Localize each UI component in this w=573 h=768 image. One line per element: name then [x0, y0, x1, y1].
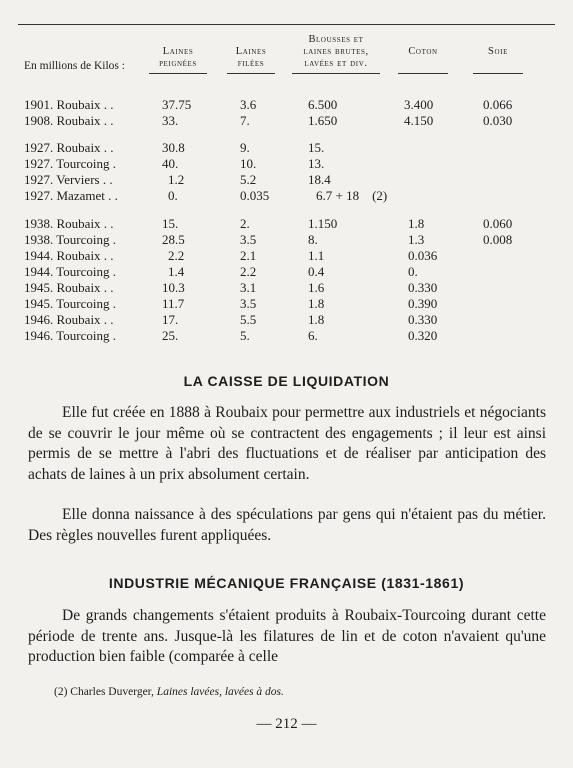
- cell-laines-peignees: 17.: [162, 312, 179, 327]
- cell-coton: 1.8: [408, 216, 425, 231]
- cell-laines-filees: 2.: [240, 216, 250, 231]
- row-city: 1944. Roubaix . .: [24, 248, 114, 263]
- cell-coton: 0.330: [408, 312, 438, 327]
- table-row: [0, 280, 573, 296]
- cell-blousses: 13.: [308, 156, 325, 171]
- table-row: [0, 113, 573, 129]
- cell-blousses: 1.150: [308, 216, 338, 231]
- cell-blousses: 1.8: [308, 312, 325, 327]
- paragraph-industrie-1: De grands changements s'étaient produits à Roubaix-Tourcoing durant cette période de trente ans. Jusque-là les filatures de lin et de coton n'avaient qu'une production bien faible (comparée à celle: [28, 607, 546, 665]
- table-row: [0, 216, 573, 232]
- footnote-source: (2) Charles Duverger,: [54, 686, 154, 698]
- cell-coton: 3.400: [404, 97, 434, 112]
- row-city: 1946. Roubaix . .: [24, 312, 114, 327]
- cell-laines-peignees: 33.: [162, 113, 179, 128]
- cell-blousses: 1.6: [308, 280, 325, 295]
- cell-coton: 0.: [408, 264, 418, 279]
- cell-blousses: 1.1: [308, 248, 325, 263]
- header-underline: [292, 73, 380, 74]
- cell-laines-filees: 5.2: [240, 172, 257, 187]
- header-line: Soie: [488, 46, 508, 57]
- header-line: lavées et div.: [304, 58, 368, 69]
- header-laines-filees: [218, 46, 284, 74]
- row-city: 1927. Tourcoing .: [24, 156, 117, 171]
- table-row: [0, 172, 573, 188]
- row-city: 1938. Roubaix . .: [24, 216, 114, 231]
- header-line: filées: [237, 58, 265, 69]
- cell-coton: 1.3: [408, 232, 425, 247]
- cell-laines-peignees: 25.: [162, 328, 179, 343]
- header-coton: [392, 46, 454, 74]
- header-blousses: [282, 34, 390, 74]
- unit-label: En millions de Kilos :: [24, 60, 125, 72]
- table-row: [0, 264, 573, 280]
- cell-coton: 0.390: [408, 296, 438, 311]
- cell-laines-peignees: 1.2: [168, 172, 185, 187]
- table-row: [0, 232, 573, 248]
- header-laines-peignees: [140, 46, 216, 74]
- cell-laines-filees: 2.2: [240, 264, 257, 279]
- header-line: Coton: [408, 46, 438, 57]
- cell-soie: 0.060: [483, 216, 513, 231]
- footnote-title: Laines lavées, lavées à dos.: [156, 686, 284, 698]
- table-row: [0, 97, 573, 113]
- header-underline: [227, 73, 275, 74]
- row-city: 1946. Tourcoing .: [24, 328, 117, 343]
- cell-laines-filees: 5.5: [240, 312, 257, 327]
- paragraph-caisse-1: Elle fut créée en 1888 à Roubaix pour permettre aux industriels et négociants de se couvrir le jour même où se contractent des engagements ; il leur est ainsi permis de se mettre à l'abri des fluctuations et de réaliser par anticipation des achats de laines à un prix absolument certain.: [28, 404, 546, 483]
- cell-laines-filees: 2.1: [240, 248, 257, 263]
- row-city: 1908. Roubaix . .: [24, 113, 114, 128]
- cell-soie: 0.008: [483, 232, 513, 247]
- cell-laines-peignees: 28.5: [162, 232, 185, 247]
- table-row: [0, 188, 573, 204]
- cell-laines-peignees: 15.: [162, 216, 179, 231]
- cell-laines-peignees: 30.8: [162, 140, 185, 155]
- cell-blousses: 8.: [308, 232, 318, 247]
- row-city: 1927. Mazamet . .: [24, 188, 118, 203]
- header-line: laines brutes,: [303, 46, 369, 57]
- header-line: Laines: [235, 46, 267, 57]
- cell-laines-peignees: 10.3: [162, 280, 185, 295]
- section-heading-industrie: INDUSTRIE MÉCANIQUE FRANÇAISE (1831-1861): [108, 575, 465, 591]
- table-row: [0, 328, 573, 344]
- row-city: 1945. Tourcoing .: [24, 296, 117, 311]
- cell-laines-filees: 10.: [240, 156, 257, 171]
- table-row: [0, 312, 573, 328]
- cell-laines-filees: 5.: [240, 328, 250, 343]
- row-city: 1945. Roubaix . .: [24, 280, 114, 295]
- cell-laines-peignees: 2.2: [168, 248, 185, 263]
- cell-blousses: 18.4: [308, 172, 331, 187]
- table-row: [0, 296, 573, 312]
- cell-laines-peignees: 40.: [162, 156, 179, 171]
- page-number: — 212 —: [256, 716, 317, 732]
- cell-blousses: 6.7 + 18 (2): [316, 188, 388, 203]
- cell-laines-filees: 3.6: [240, 97, 257, 112]
- section-heading-caisse: LA CAISSE DE LIQUIDATION: [183, 373, 390, 389]
- cell-blousses: 1.8: [308, 296, 325, 311]
- row-city: 1944. Tourcoing .: [24, 264, 117, 279]
- cell-laines-peignees: 0.: [168, 188, 178, 203]
- cell-coton: 0.036: [408, 248, 438, 263]
- header-line: Blousses et: [308, 34, 364, 45]
- header-underline: [149, 73, 207, 74]
- cell-blousses: 1.650: [308, 113, 338, 128]
- table-row: [0, 156, 573, 172]
- table-row: [0, 140, 573, 156]
- cell-coton: 4.150: [404, 113, 434, 128]
- footnote: [54, 686, 284, 698]
- cell-laines-filees: 0.035: [240, 188, 270, 203]
- cell-laines-filees: 7.: [240, 113, 250, 128]
- row-city: 1927. Verviers . .: [24, 172, 113, 187]
- row-city: 1938. Tourcoing .: [24, 232, 117, 247]
- cell-laines-filees: 9.: [240, 140, 250, 155]
- cell-laines-filees: 3.5: [240, 296, 257, 311]
- row-city: 1901. Roubaix . .: [24, 97, 114, 112]
- table-row: [0, 248, 573, 264]
- cell-coton: 0.320: [408, 328, 438, 343]
- cell-coton: 0.330: [408, 280, 438, 295]
- cell-laines-peignees: 11.7: [162, 296, 185, 311]
- header-underline: [473, 73, 523, 74]
- header-soie: [468, 46, 528, 74]
- cell-blousses: 6.: [308, 328, 318, 343]
- paragraph-caisse-2: Elle donna naissance à des spéculations par gens qui n'étaient pas du métier. Des règles nouvelles furent appliquées.: [28, 506, 546, 544]
- header-line: Laines: [162, 46, 194, 57]
- cell-blousses: 15.: [308, 140, 325, 155]
- cell-soie: 0.030: [483, 113, 513, 128]
- cell-laines-filees: 3.5: [240, 232, 257, 247]
- cell-laines-peignees: 1.4: [168, 264, 185, 279]
- cell-soie: 0.066: [483, 97, 513, 112]
- cell-laines-peignees: 37.75: [162, 97, 192, 112]
- row-city: 1927. Roubaix . .: [24, 140, 114, 155]
- cell-blousses: 6.500: [308, 97, 338, 112]
- header-underline: [398, 73, 448, 74]
- wool-production-table: [0, 0, 573, 345]
- cell-laines-filees: 3.1: [240, 280, 257, 295]
- header-line: peignées: [159, 58, 197, 69]
- cell-blousses: 0.4: [308, 264, 325, 279]
